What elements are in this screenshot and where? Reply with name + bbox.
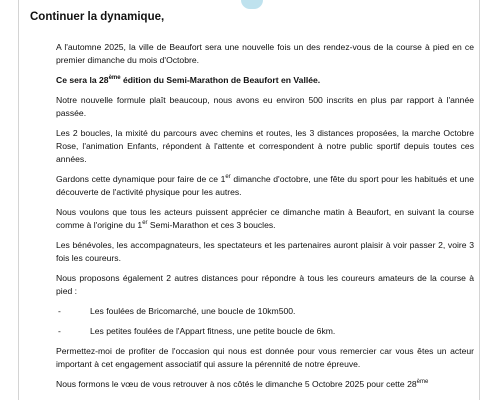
text-part: Ce sera la 28	[56, 75, 109, 85]
letter-body	[56, 41, 474, 398]
paragraph-intro: A l'automne 2025, la ville de Beaufort sera une nouvelle fois un des rendez-vous de la course à pied en ce premier dimanche du mois d'Octobre.	[56, 42, 474, 65]
paragraph-closing	[56, 378, 474, 391]
list-item	[56, 305, 474, 318]
paragraph-dynamic	[56, 173, 474, 199]
superscript: er	[142, 220, 148, 227]
text-part: dimanche d'octobre, une fête du sport pour les habitués et une découverte de l'activité physique pour les autres.	[56, 174, 474, 197]
paragraph-thanks: Permettez-moi de profiter de l'occasion qui nous est donnée pour vous remercier car vous êtes un acteur important à cet engagement associatif qui assure la pérennité de notre épreuve.	[56, 346, 474, 369]
superscript: ème	[416, 379, 429, 386]
text-part: Nous formons le vœu de vous retrouver à nos côtés le dimanche 5 Octobre 2025 pour cette 28	[56, 379, 417, 389]
text-part: Gardons cette dynamique pour faire de ce 1	[56, 174, 226, 184]
bullet-text: Les foulées de Bricomarché, une boucle de 10km500.	[90, 306, 296, 316]
bullet-text: Les petites foulées de l'Appart fitness, une petite boucle de 6km.	[90, 326, 336, 336]
list-item	[56, 325, 474, 338]
superscript: er	[225, 174, 231, 181]
document-page	[18, 0, 480, 400]
bullet-dash: -	[58, 326, 61, 336]
bullet-dash: -	[58, 306, 61, 316]
paragraph-loops: Les 2 boucles, la mixité du parcours avec chemins et routes, les 3 distances proposées, la marche Octobre Rose, l'animation Enfants, répondent à l'attente et correspondent à notre public sportif depuis toutes ces années.	[56, 128, 474, 164]
text-part: Nous voulons que tous les acteurs puissent apprécier ce dimanche matin à Beaufort, en suivant la course comme à l'origine du 1	[56, 207, 474, 230]
superscript: ème	[108, 75, 121, 82]
paragraph-edition	[56, 74, 474, 87]
paragraph-distances: Nous proposons également 2 autres distances pour répondre à tous les coureurs amateurs de la course à pied :	[56, 273, 474, 296]
heading: Continuer la dynamique,	[30, 11, 165, 23]
text-part: Semi-Marathon et ces 3 boucles.	[147, 220, 276, 230]
paragraph-volunteers: Les bénévoles, les accompagnateurs, les spectateurs et les partenaires auront plaisir à voir passer 2, voire 3 fois les coureurs.	[56, 240, 474, 263]
text-part: édition du Semi-Marathon de Beaufort en Vallée.	[120, 75, 321, 85]
paragraph-actors	[56, 206, 474, 232]
header-decoration	[241, 0, 263, 9]
paragraph-formula: Notre nouvelle formule plaît beaucoup, nous avons eu environ 500 inscrits en plus par rapport à l'année passée.	[56, 95, 474, 118]
